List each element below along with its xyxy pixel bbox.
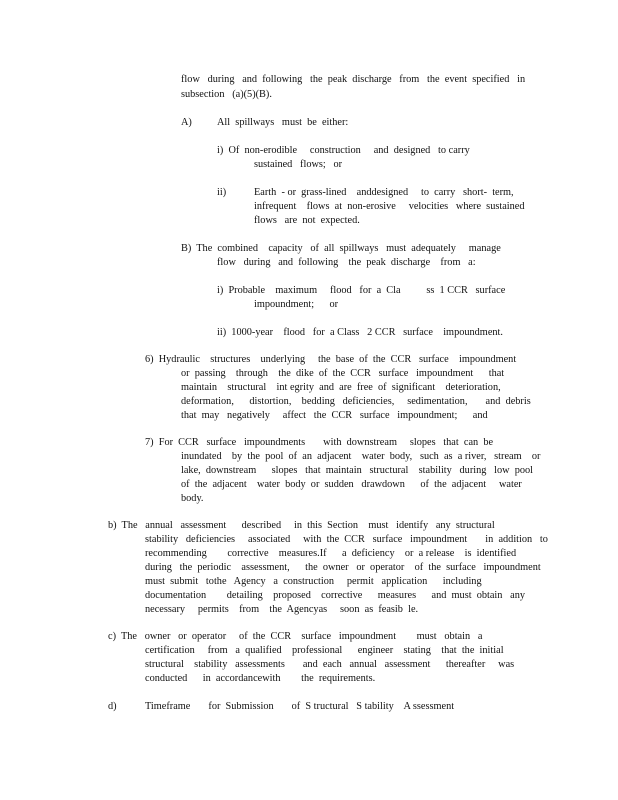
text-line: B) The combined capacity of all spillways must adequately manage <box>181 243 501 254</box>
text-line: inundated by the pool of an adjacent water body, such as a river, stream or <box>181 451 541 462</box>
text-line: flows are not expected. <box>254 215 360 226</box>
text-line: or passing through the dike of the CCR surface impoundment that <box>181 368 505 379</box>
text-line: infrequent flows at non-erosive velocities where sustained <box>254 201 525 212</box>
text-line: structural stability assessments and each annual assessment thereafter was <box>145 659 515 670</box>
text-line: deformation, distortion, bedding deficiencies, sedimentation, and debris <box>181 396 531 407</box>
text-line: i) Probable maximum flood for a Cla ss 1 CCR surface <box>217 285 506 296</box>
text-line: certification from a qualified professional engineer stating that the initial <box>145 645 504 656</box>
text-line: 7) For CCR surface impoundments with downstream slopes that can be <box>145 437 494 448</box>
text-line: subsection (a)(5)(B). <box>181 89 272 100</box>
text-line: body. <box>181 493 204 504</box>
text-line: stability deficiencies associated with the CCR surface impoundment in addition to <box>145 534 548 545</box>
text-line: i) Of non-erodible construction and designed to carry <box>217 145 470 156</box>
text-line: 6) Hydraulic structures underlying the base of the CCR surface impoundment <box>145 354 517 365</box>
list-marker: A) <box>181 117 192 128</box>
text-line: of the adjacent water body or sudden drawdown of the adjacent water <box>181 479 522 490</box>
text-line: flow during and following the peak discharge from the event specified in <box>181 74 526 85</box>
text-line: lake, downstream slopes that maintain structural stability during low pool <box>181 465 534 476</box>
text-line: c) The owner or operator of the CCR surface impoundment must obtain a <box>108 631 483 642</box>
text-line: that may negatively affect the CCR surface impoundment; and <box>181 410 488 421</box>
text-line: sustained flows; or <box>254 159 343 170</box>
list-marker: d) <box>108 701 117 712</box>
text-line: impoundment; or <box>254 299 339 310</box>
text-line: conducted in accordancewith the requirements. <box>145 673 376 684</box>
text-line: documentation detailing proposed corrective measures and must obtain any <box>145 590 526 601</box>
text-line: b) The annual assessment described in this Section must identify any structural <box>108 520 495 531</box>
text-line: maintain structural int egrity and are free of significant deterioration, <box>181 382 501 393</box>
text-line: Earth - or grass-lined anddesigned to carry short- term, <box>254 187 514 198</box>
text-line: All spillways must be either: <box>217 117 349 128</box>
text-line: flow during and following the peak discharge from a: <box>217 257 476 268</box>
text-line: during the periodic assessment, the owner or operator of the surface impoundment <box>145 562 541 573</box>
text-line: ii) 1000-year flood for a Class 2 CCR surface impoundment. <box>217 327 503 338</box>
text-line: must submit tothe Agency a construction permit application including <box>145 576 482 587</box>
list-marker: ii) <box>217 187 227 198</box>
text-line: necessary permits from the Agencyas soon as feasib le. <box>145 604 419 615</box>
text-line: recommending corrective measures.If a deficiency or a release is identified <box>145 548 517 559</box>
section-heading: Timeframe for Submission of S tructural S tability A ssessment <box>145 701 455 712</box>
